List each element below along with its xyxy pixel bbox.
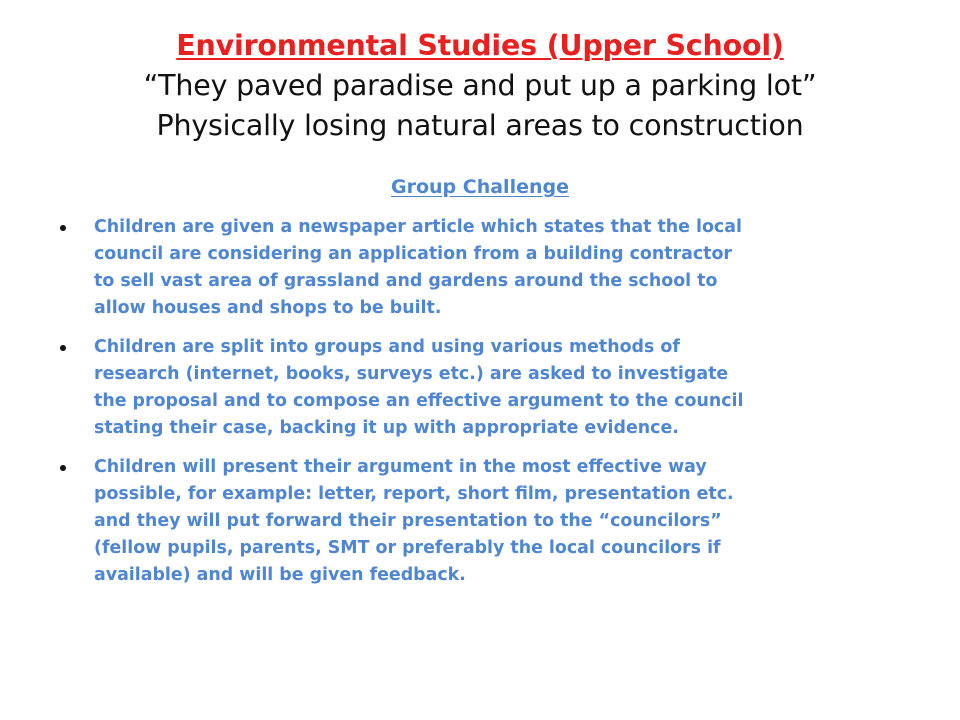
bullet-text-line: research (internet, books, surveys etc.) are asked to investigate	[94, 364, 729, 384]
bullet-text-line: the proposal and to compose an effective argument to the council	[94, 391, 744, 411]
bullet-list	[48, 214, 908, 601]
bullet-item-present-argument	[48, 454, 908, 589]
bullet-text-line: and they will put forward their presentation to the “councilors”	[94, 511, 722, 531]
bullet-text-line: possible, for example: letter, report, short film, presentation etc.	[94, 484, 734, 504]
bullet-item-group-research	[48, 334, 908, 442]
title-main: Environmental Studies (Upper School)	[176, 29, 784, 62]
bullet-icon	[60, 225, 66, 231]
bullet-text-line: allow houses and shops to be built.	[94, 298, 442, 318]
bullet-item-newspaper-article	[48, 214, 908, 322]
bullet-text-line: to sell vast area of grassland and gardens around the school to	[94, 271, 718, 291]
bullet-text-line: council are considering an application from a building contractor	[94, 244, 733, 264]
title-subtitle: Physically losing natural areas to construction	[156, 109, 804, 142]
bullet-text-line: stating their case, backing it up with appropriate evidence.	[94, 418, 679, 438]
bullet-text-line: available) and will be given feedback.	[94, 565, 466, 585]
bullet-icon	[60, 345, 66, 351]
title-quote: “They paved paradise and put up a parking lot”	[143, 69, 817, 102]
slide-title	[60, 26, 900, 146]
bullet-text-line: Children will present their argument in the most effective way	[94, 457, 707, 477]
bullet-text-line: Children are given a newspaper article which states that the local	[94, 217, 742, 237]
bullet-text-line: (fellow pupils, parents, SMT or preferably the local councilors if	[94, 538, 721, 558]
bullet-icon	[60, 465, 66, 471]
bullet-text-line: Children are split into groups and using various methods of	[94, 337, 680, 357]
section-heading: Group Challenge	[391, 176, 569, 198]
